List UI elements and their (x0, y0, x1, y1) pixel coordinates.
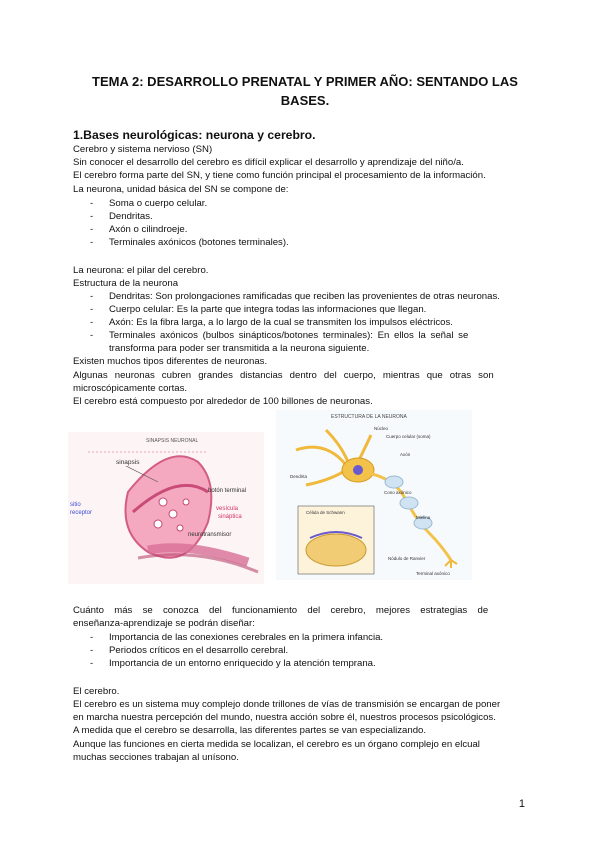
paragraph-line: Existen muchos tipos diferentes de neuronas. (73, 356, 268, 367)
paragraph-line: Algunas neuronas cubren grandes distancias dentro del cuerpo, mientras que otras son (73, 370, 494, 381)
page-number: 1 (518, 798, 525, 810)
subheading-cerebro-sn: Cerebro y sistema nervioso (SN) (73, 144, 213, 155)
figure-title: ESTRUCTURA DE LA NEURONA (331, 414, 407, 420)
label-sinapsis: sinapsis (116, 459, 140, 466)
label-terminal: Terminal axónico (416, 571, 450, 576)
page-title: TEMA 2: DESARROLLO PRENATAL Y PRIMER AÑO: SENTANDO LAS BASES. (92, 74, 518, 108)
label-vesicula: vesícula (216, 506, 239, 512)
paragraph-line: El cerebro es un sistema muy complejo donde trillones de vías de transmisión se encargan de poner (73, 699, 501, 710)
label-sitio: sitio (70, 502, 81, 508)
paragraph-line: en marcha nuestra percepción del mundo, nuestra acción sobre él, nuestros procesos psicológicos. (73, 712, 496, 723)
synapse-figure (68, 432, 264, 584)
label-ranvier: Nódulo de Ranvier (388, 556, 426, 561)
label-axon: Axón (400, 452, 411, 457)
section-heading-cerebro: El cerebro. (73, 686, 120, 697)
label-inset: Célula de Schwann (306, 510, 345, 515)
label-neurotransmisor: neurotransmisor (188, 532, 232, 538)
paragraph-line: microscópicamente cortas. (73, 383, 188, 394)
label-cuerpo: Cuerpo celular (soma) (386, 434, 431, 439)
paragraph-line: Cuánto más se conozca del funcionamiento del cerebro, mejores estrategias de (73, 605, 489, 616)
paragraph-line: El cerebro forma parte del SN, y tiene como función principal el procesamiento de la información. (73, 170, 486, 181)
neuron-structure-figure (276, 410, 472, 580)
section-heading-neurona: La neurona: el pilar del cerebro. (73, 265, 209, 276)
label-boton-terminal: botón terminal (208, 488, 247, 494)
figure-title: SINAPSIS NEURONAL (146, 438, 199, 444)
paragraph-line: Sin conocer el desarrollo del cerebro es difícil explicar el desarrollo y aprendizaje del niño/a. (73, 157, 464, 168)
paragraph-line: La neurona, unidad básica del SN se compone de: (73, 184, 289, 195)
label-mielina: Mielina (416, 515, 431, 520)
paragraph-line: muchas secciones trabajan al unísono. (73, 752, 239, 763)
paragraph-line: Aunque las funciones en cierta medida se localizan, el cerebro es un órgano complejo en elcual (73, 739, 480, 750)
label-nucleo: Núcleo (374, 426, 389, 431)
list-item-continuation: transforma para poder ser transmitida a la neurona siguiente. (109, 343, 370, 354)
paragraph-line: A medida que el cerebro se desarrolla, las diferentes partes se van especializando. (73, 725, 427, 736)
subheading-estructura: Estructura de la neurona (73, 278, 179, 289)
paragraph-line: enseñanza-aprendizaje se podrán diseñar: (73, 618, 255, 629)
paragraph-line: El cerebro está compuesto por alrededor de 100 billones de neuronas. (73, 396, 373, 407)
label-dendrita: Dendrita (290, 474, 308, 479)
label-sinaptica: sináptica (218, 514, 242, 520)
label-cono: Cono axónico (384, 490, 412, 495)
label-receptor: receptor (70, 510, 93, 516)
section-heading-bases: 1.Bases neurológicas: neurona y cerebro. (73, 128, 316, 142)
